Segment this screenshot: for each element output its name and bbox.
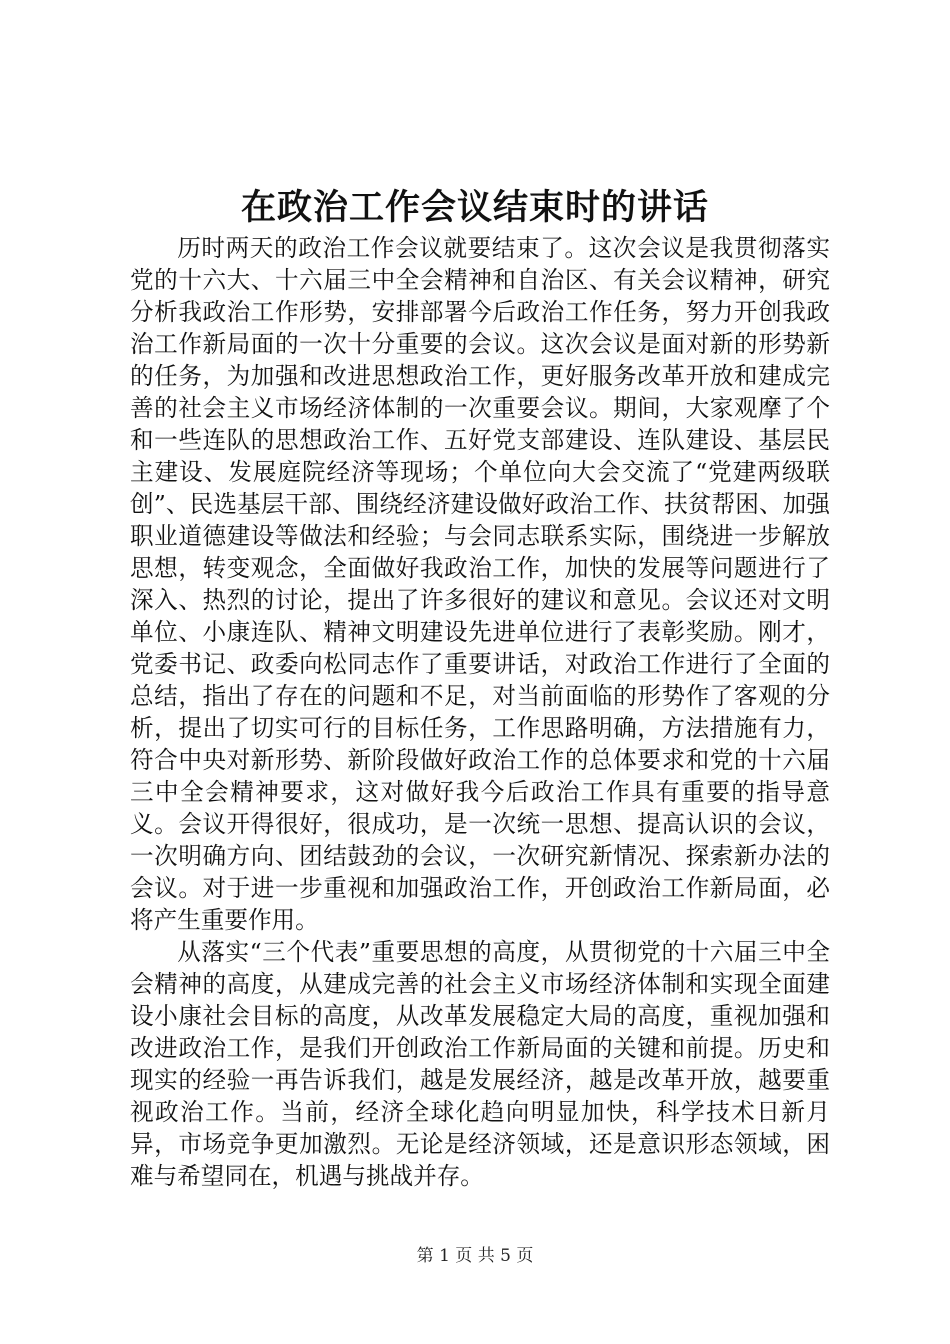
document-body xyxy=(130,232,830,1192)
document-title: 在政治工作会议结束时的讲话 xyxy=(240,187,709,228)
paragraph-2: 从落实“三个代表”重要思想的高度，从贯彻党的十六届三中全会精神的高度，从建成完善的社会主义市场经济体制和实现全面建设小康社会目标的高度，从改革发展稳定大局的高度，重视加强和改进政治工作，是我们开创政治工作新局面的关键和前提。历史和现实的经验一再告诉我们，越是发展经济，越是改革开放，越要重视政治工作。当前，经济全球化趋向明显加快，科学技术日新月异，市场竞争更加激烈。无论是经济领域，还是意识形态领域，困难与希望同在，机遇与挑战并存。 xyxy=(130,938,830,1190)
paragraph-1: 历时两天的政治工作会议就要结束了。这次会议是我贯彻落实党的十六大、十六届三中全会精神和自治区、有关会议精神，研究分析我政治工作形势，安排部署今后政治工作任务，努力开创我政治工作新局面的一次十分重要的会议。这次会议是面对新的形势新的任务，为加强和改进思想政治工作，更好服务改革开放和建成完善的社会主义市场经济体制的一次重要会议。期间，大家观摩了个和一些连队的思想政治工作、五好党支部建设、连队建设、基层民主建设、发展庭院经济等现场；个单位向大会交流了“党建两级联创”、民选基层干部、围绕经济建设做好政治工作、扶贫帮困、加强职业道德建设等做法和经验；与会同志联系实际，围绕进一步解放思想，转变观念，全面做好我政治工作，加快的发展等问题进行了深入、热烈的讨论，提出了许多很好的建议和意见。会议还对文明单位、小康连队、精神文明建设先进单位进行了表彰奖励。刚才，党委书记、政委向松同志作了重要讲话，对政治工作进行了全面的总结，指出了存在的问题和不足，对当前面临的形势作了客观的分析，提出了切实可行的目标任务，工作思路明确，方法措施有力，符合中央对新形势、新阶段做好政治工作的总体要求和党的十六届三中全会精神要求，这对做好我今后政治工作具有重要的指导意义。会议开得很好，很成功，是一次统一思想、提高认识的会议，一次明确方向、团结鼓劲的会议，一次研究新情况、探索新办法的会议。对于进一步重视和加强政治工作，开创政治工作新局面，必将产生重要作用。 xyxy=(130,234,830,934)
page-number-footer: 第 1 页 共 5 页 xyxy=(416,1246,534,1266)
